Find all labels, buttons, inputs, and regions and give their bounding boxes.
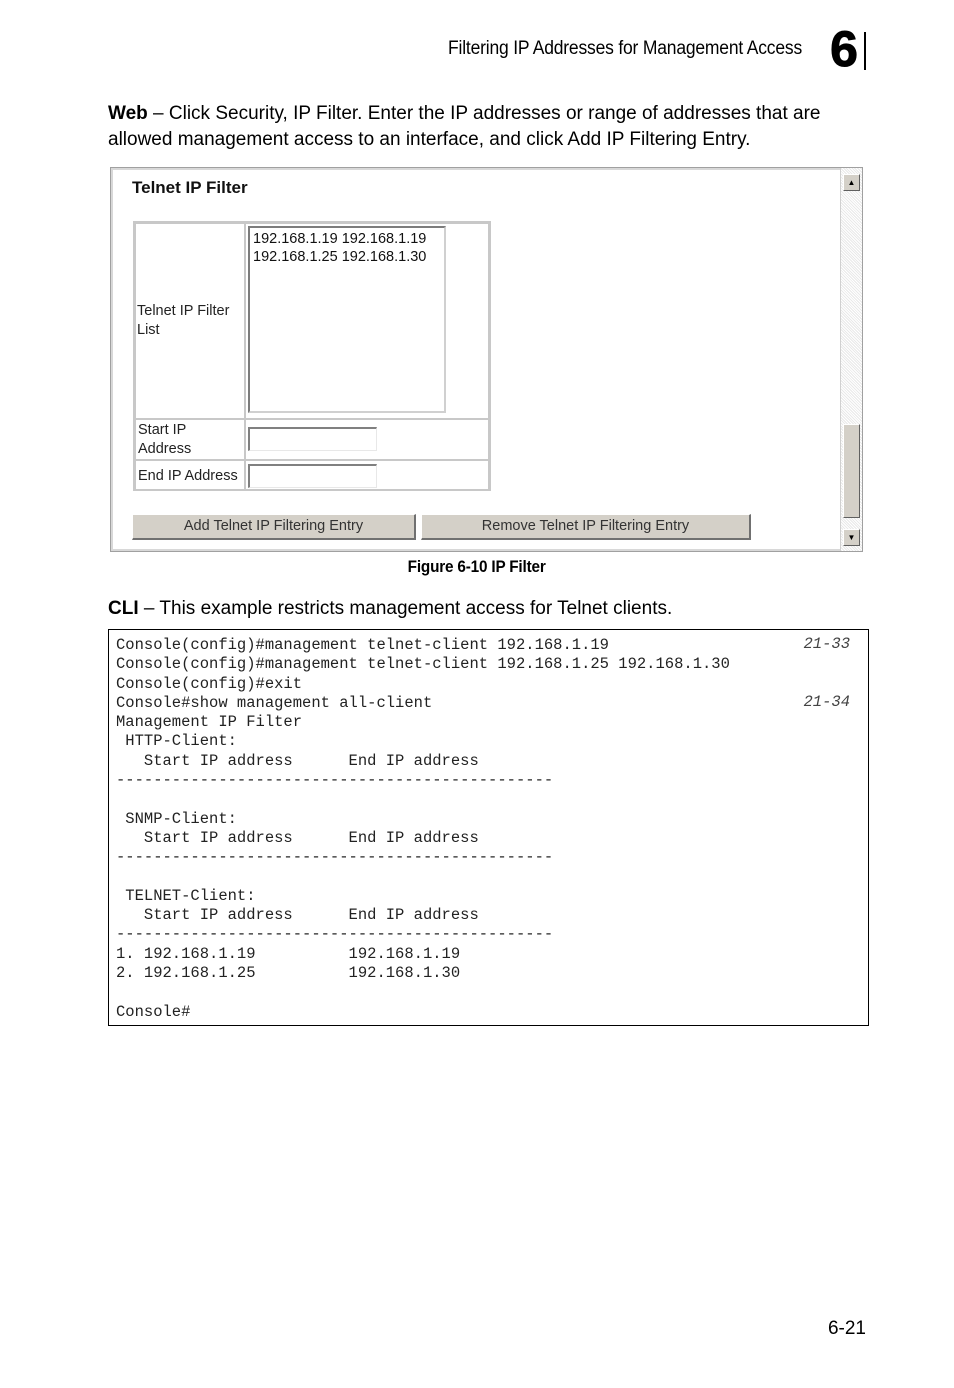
start-input-cell <box>245 419 489 460</box>
page-number: 6-21 <box>827 1318 866 1339</box>
cli-line: ----------------------------------------------- <box>116 925 554 944</box>
cli-listing <box>116 636 730 1022</box>
cli-line: 1. 192.168.1.19 192.168.1.19 <box>116 944 461 963</box>
end-label-cell <box>135 460 245 491</box>
cli-line: Console# <box>116 1002 191 1021</box>
cli-line: Console#show management all-client <box>116 693 433 712</box>
end-ip-input[interactable] <box>248 464 377 488</box>
cli-label: CLI <box>108 598 139 619</box>
cli-line: Start IP address End IP address <box>116 751 479 770</box>
scroll-up-icon[interactable]: ▲ <box>843 174 860 191</box>
start-label-cell <box>135 419 245 460</box>
cli-example-box <box>108 629 869 1026</box>
cli-instructions-text: – This example restricts management access for Telnet clients. <box>138 598 673 619</box>
chapter-divider <box>864 32 866 70</box>
web-instructions <box>108 101 868 153</box>
cli-line: HTTP-Client: <box>116 732 237 751</box>
cli-page-reference: 21-33 <box>803 635 850 653</box>
add-telnet-ip-filtering-entry-button[interactable]: Add Telnet IP Filtering Entry <box>132 514 416 540</box>
filter-form-table <box>133 221 491 491</box>
cli-line: Start IP address End IP address <box>116 906 479 925</box>
list-entry[interactable]: 192.168.1.19 192.168.1.19 <box>253 231 427 247</box>
cli-line: Console(config)#management telnet-client 192.168.1.19 <box>116 636 609 654</box>
cli-line: ----------------------------------------------- <box>116 848 554 867</box>
cli-line: 2. 192.168.1.25 192.168.1.30 <box>116 964 461 983</box>
list-label-cell <box>135 223 245 419</box>
chapter-number: 6 <box>830 21 858 77</box>
scroll-down-icon[interactable]: ▼ <box>843 529 860 546</box>
cli-line <box>116 983 730 1002</box>
cli-line <box>116 790 730 809</box>
start-ip-label: Start IP Address <box>138 422 192 457</box>
list-cell <box>245 223 489 419</box>
cli-line: TELNET-Client: <box>116 886 256 905</box>
vertical-scrollbar[interactable] <box>840 168 862 551</box>
telnet-ip-filter-screenshot <box>110 167 863 552</box>
cli-line: Start IP address End IP address <box>116 828 479 847</box>
list-label: Telnet IP Filter List <box>137 303 230 338</box>
cli-line: Management IP Filter <box>116 713 303 732</box>
scroll-thumb[interactable] <box>843 424 860 518</box>
cli-line: Console(config)#management telnet-client 192.168.1.25 192.168.1.30 <box>116 655 730 674</box>
web-instructions-text: – Click Security, IP Filter. Enter the IP addresses or range of addresses that are allowed management access to an interface, and click Add IP Filtering Entry. <box>108 103 821 150</box>
cli-line: Console(config)#exit <box>116 674 303 693</box>
cli-line: ----------------------------------------------- <box>116 771 554 790</box>
list-entry[interactable]: 192.168.1.25 192.168.1.30 <box>253 249 427 265</box>
telnet-ip-filter-listbox[interactable] <box>248 226 446 413</box>
start-ip-input[interactable] <box>248 427 377 451</box>
figure-caption <box>0 557 954 577</box>
end-input-cell <box>245 460 489 491</box>
cli-instructions <box>108 596 868 622</box>
panel-title: Telnet IP Filter <box>132 178 248 197</box>
cli-page-reference: 21-34 <box>803 693 850 711</box>
running-header: Filtering IP Addresses for Management Access <box>448 38 802 59</box>
figure-caption-text: Figure 6-10 IP Filter <box>408 557 546 576</box>
cli-line <box>116 868 730 887</box>
cli-line: SNMP-Client: <box>116 809 237 828</box>
web-label: Web <box>108 103 148 124</box>
remove-telnet-ip-filtering-entry-button[interactable]: Remove Telnet IP Filtering Entry <box>421 514 751 540</box>
end-ip-label: End IP Address <box>138 468 238 484</box>
